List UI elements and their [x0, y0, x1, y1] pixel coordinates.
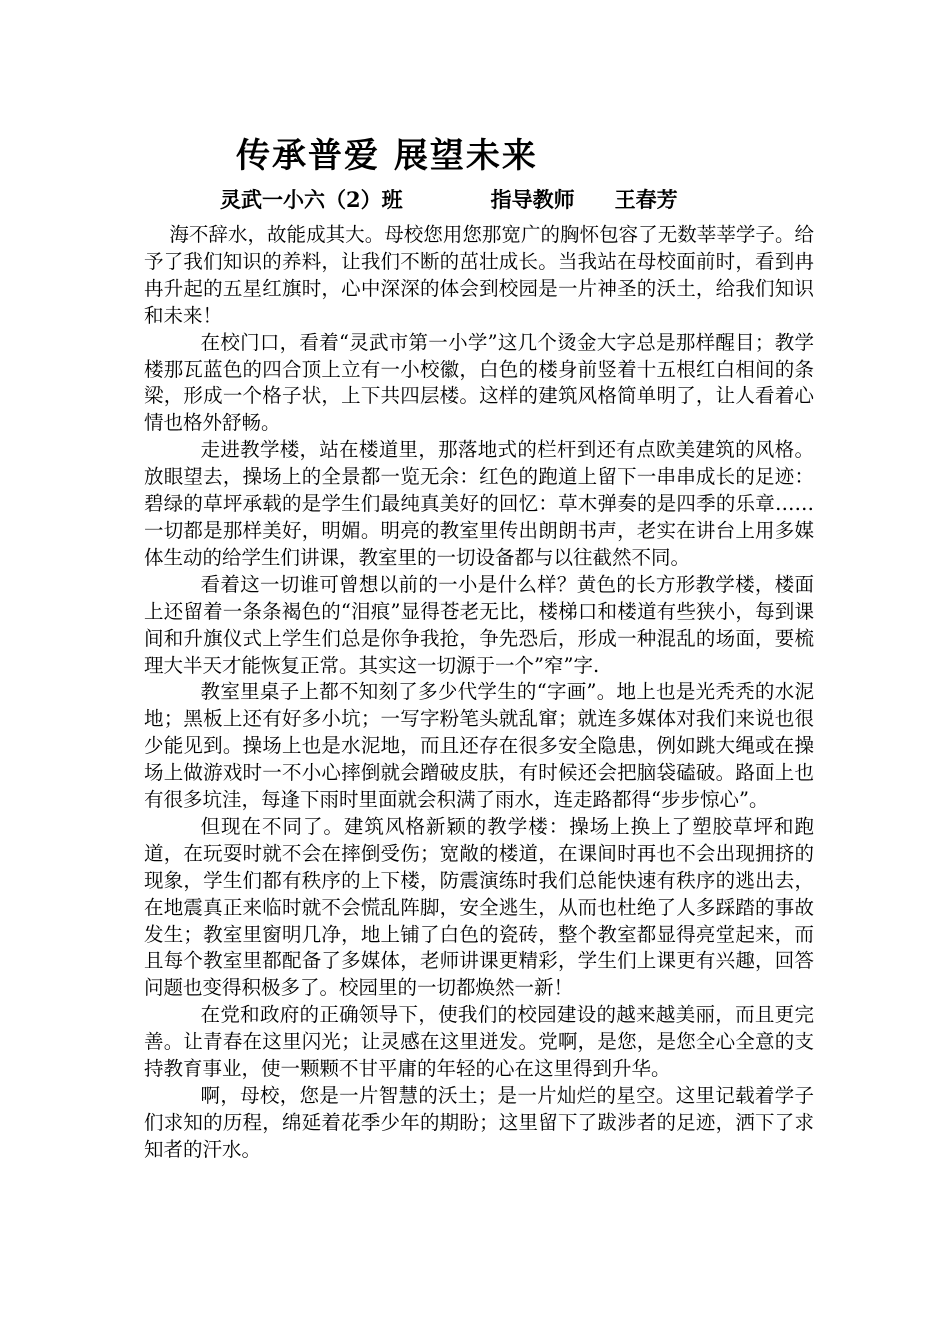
paragraph-3: 走进教学楼，站在楼道里，那落地式的栏杆到还有点欧美建筑的风格。放眼望去，操场上的全景都一览无余：红色的跑道上留下一串串成长的足迹：碧绿的草坪承载的是学生们最纯真美好的回忆：草木弹奏的是四季的乐章……一切都是那样美好，明媚。明亮的教室里传出朗朗书声，老实在讲台上用多媒体生动的给学生们讲课，教室里的一切设备都与以往截然不同。 — [144, 438, 814, 569]
paragraph-8: 啊，母校，您是一片智慧的沃土；是一片灿烂的星空。这里记载着学子们求知的历程，绵延着花季少年的期盼；这里留下了跋涉者的足迹，洒下了求知者的汗水。 — [144, 1084, 814, 1161]
teacher-name: 王春芳 — [614, 187, 678, 212]
paragraph-4: 看着这一切谁可曾想以前的一小是什么样？黄色的长方形教学楼，楼面上还留着一条条褐色的“泪痕”显得苍老无比，楼梯口和楼道有些狭小，每到课间和升旗仪式上学生们总是你争我抢，争先恐后，形成一种混乱的场面，要梳理大半天才能恢复正常。其实这一切源于一个”窄”字. — [144, 572, 814, 677]
document-title: 传承普爱 展望未来 — [236, 136, 538, 176]
paragraph-2: 在校门口，看着“灵武市第一小学”这几个烫金大字总是那样醒目；教学楼那瓦蓝色的四合顶上立有一小校徽，白色的楼身前竖着十五根红白相间的条梁，形成一个格子状，上下共四层楼。这样的建筑风格简单明了，让人看着心情也格外舒畅。 — [144, 330, 814, 435]
document-body — [144, 222, 814, 1164]
class-name: 灵武一小六（2）班 — [220, 187, 403, 212]
byline — [220, 184, 678, 214]
paragraph-7: 在党和政府的正确领导下，使我们的校园建设的越来越美丽，而且更完善。让青春在这里闪光；让灵感在这里迸发。党啊，是您，是您全心全意的支持教育事业，使一颗颗不甘平庸的年轻的心在这里得到升华。 — [144, 1003, 814, 1081]
paragraph-5: 教室里桌子上都不知刻了多少代学生的“字画”。地上也是光秃秃的水泥地；黑板上还有好多小坑；一写字粉笔头就乱窜；就连多媒体对我们来说也很少能见到。操场上也是水泥地，而且还存在很多安全隐患，例如跳大绳或在操场上做游戏时一不小心摔倒就会蹭破皮肤，有时候还会把脑袋磕破。路面上也有很多坑洼，每逢下雨时里面就会积满了雨水，连走路都得“步步惊心”。 — [144, 680, 814, 812]
paragraph-1: 海不辞水，故能成其大。母校您用您那宽广的胸怀包容了无数莘莘学子。给予了我们知识的养料，让我们不断的茁壮成长。当我站在母校面前时，看到冉冉升起的五星红旗时，心中深深的体会到校园是一片神圣的沃土，给我们知识和未来！ — [144, 223, 814, 327]
teacher-role: 指导教师 — [490, 187, 575, 212]
paragraph-6: 但现在不同了。建筑风格新颖的教学楼：操场上换上了塑胶草坪和跑道，在玩耍时就不会在摔倒受伤；宽敞的楼道，在课间时再也不会出现拥挤的现象，学生们都有秩序的上下楼，防震演练时我们总能快速有秩序的逃出去，在地震真正来临时就不会慌乱阵脚，安全逃生，从而也杜绝了人多踩踏的事故发生；教室里窗明几净，地上铺了白色的瓷砖，整个教室都显得亮堂起来，而且每个教室里都配备了多媒体，老师讲课更精彩，学生们上课更有兴趣，回答问题也变得积极多了。校园里的一切都焕然一新！ — [144, 814, 814, 1000]
